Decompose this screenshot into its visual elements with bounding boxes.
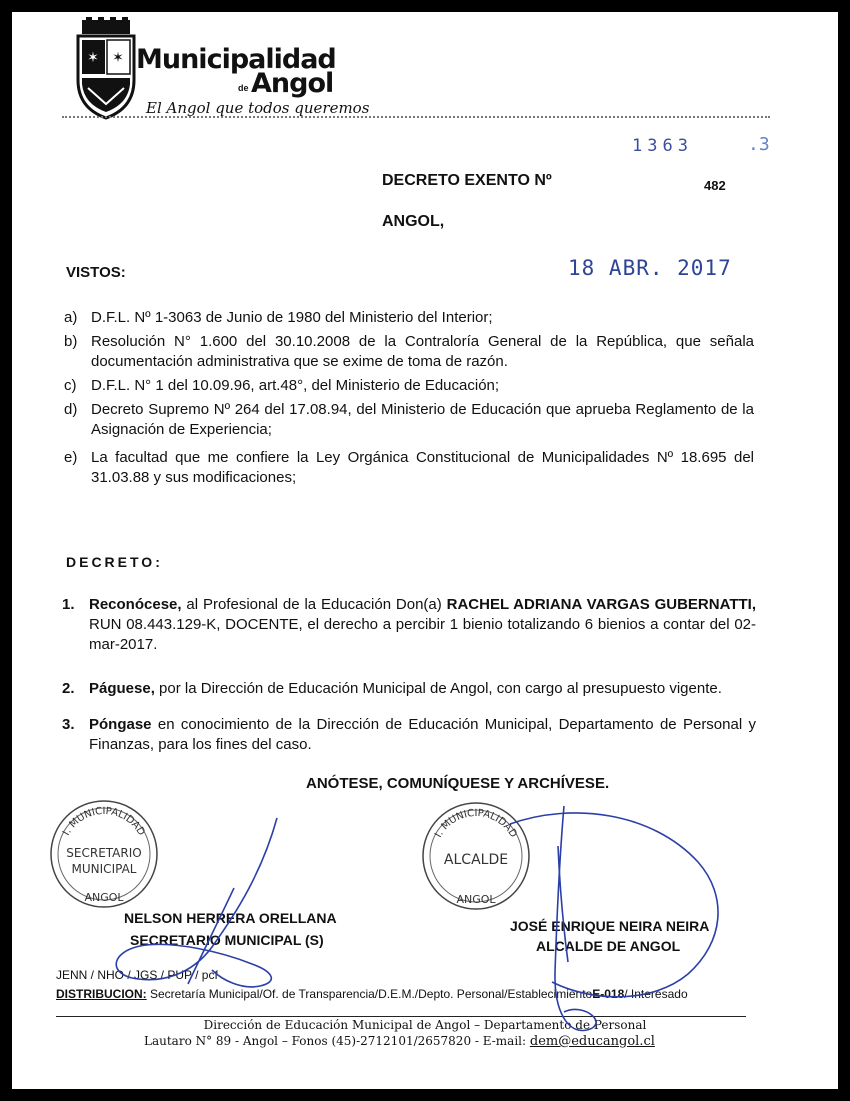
vistos-item-text: D.F.L. Nº 1-3063 de Junio de 1980 del Ministerio del Interior; bbox=[91, 309, 493, 326]
seal-line1: ALCALDE bbox=[443, 852, 509, 868]
vistos-item-letter: b) bbox=[64, 333, 78, 350]
mayor-signature-loop bbox=[510, 813, 718, 997]
distribution-label: DISTRIBUCION: bbox=[56, 987, 147, 1001]
article-body: en conocimiento de la Dirección de Educación Municipal, Departamento de Personal y Finanzas, para los fines del caso. bbox=[89, 716, 756, 753]
decree-title: DECRETO EXENTO Nº bbox=[382, 172, 552, 189]
decree-city: ANGOL, bbox=[382, 213, 445, 230]
article-lead: Reconócese, bbox=[89, 596, 182, 613]
distribution-code: E-018 bbox=[592, 987, 625, 1001]
footer-rule bbox=[56, 1016, 746, 1017]
header-rule bbox=[62, 116, 770, 118]
vistos-item-text: D.F.L. N° 1 del 10.09.96, art.48°, del Ministerio de Educación; bbox=[91, 377, 500, 394]
seal-line1: SECRETARIO bbox=[66, 846, 142, 860]
registry-stamp-number: 1363 bbox=[632, 136, 693, 156]
date-stamp: 18 ABR. 2017 bbox=[568, 256, 732, 280]
mayor-name: JOSÉ ENRIQUE NEIRA NEIRA bbox=[510, 918, 710, 934]
secretary-role: SECRETARIO MUNICIPAL (S) bbox=[130, 932, 324, 948]
secretary-name: NELSON HERRERA ORELLANA bbox=[124, 910, 337, 926]
article-body-2: RUN 08.443.129-K, DOCENTE, el derecho a percibir 1 bienio totalizando 6 bienios a contar del 02-mar-2017. bbox=[89, 616, 756, 653]
seal-top-text: I. MUNICIPALIDAD bbox=[433, 807, 519, 840]
vistos-item-text: Decreto Supremo Nº 264 del 17.08.94, del Ministerio de Educación que aprueba Reglamento de la Asignación de Experiencia; bbox=[91, 401, 754, 438]
seal-bottom-text: ANGOL bbox=[84, 891, 124, 904]
footer-line2 bbox=[144, 1034, 655, 1049]
seal-top-text: I. MUNICIPALIDAD bbox=[61, 805, 147, 838]
vistos-item-letter: a) bbox=[64, 309, 78, 326]
vistos-heading: VISTOS: bbox=[66, 264, 126, 281]
document-page bbox=[12, 12, 838, 1089]
article-number: 1. bbox=[62, 596, 75, 613]
article-body: al Profesional de la Educación Don(a) bbox=[181, 596, 447, 613]
article-lead: Póngase bbox=[89, 716, 152, 733]
article-text bbox=[89, 679, 756, 699]
vistos-item-letter: d) bbox=[64, 401, 78, 418]
vistos-item-text: La facultad que me confiere la Ley Orgánica Constitucional de Municipalidades Nº 18.695 del 31.03.88 y sus modificaciones; bbox=[91, 449, 754, 486]
article-text bbox=[89, 595, 756, 655]
mayor-seal bbox=[420, 800, 532, 912]
vistos-item-letter: c) bbox=[64, 377, 77, 394]
article-text bbox=[89, 715, 756, 755]
decree-number: 482 bbox=[704, 178, 726, 193]
distribution-text: Secretaría Municipal/Of. de Transparencia/D.E.M./Depto. Personal/Establecimiento bbox=[146, 987, 593, 1001]
distribution-tail: / Interesado bbox=[624, 987, 688, 1001]
brand-title: Municipalidad bbox=[136, 44, 336, 75]
mayor-role: ALCALDE DE ANGOL bbox=[536, 938, 681, 954]
seal-line2: MUNICIPAL bbox=[71, 862, 137, 876]
decreto-heading: DECRETO: bbox=[66, 554, 163, 570]
municipal-crest-logo bbox=[72, 16, 140, 122]
article-body: por la Dirección de Educación Municipal de Angol, con cargo al presupuesto vigente. bbox=[154, 680, 722, 697]
brand-city: Angol bbox=[251, 68, 334, 99]
brand-slogan: El Angol que todos queremos bbox=[146, 99, 370, 117]
seal-bottom-text: ANGOL bbox=[456, 893, 496, 906]
vistos-item-text: Resolución N° 1.600 del 30.10.2008 de la Contraloría General de la República, que señala documentación administrativa que se exime de toma de razón. bbox=[91, 333, 754, 370]
beneficiary-name: RACHEL ADRIANA VARGAS GUBERNATTI, bbox=[446, 596, 756, 613]
article-number: 2. bbox=[62, 680, 75, 697]
distribution-line bbox=[56, 987, 688, 1001]
article-lead: Páguese, bbox=[89, 680, 155, 697]
brand-de: de bbox=[238, 83, 249, 93]
registry-stamp-mark: .3 bbox=[748, 134, 770, 155]
footer-line1: Dirección de Educación Municipal de Angol – Departamento de Personal bbox=[203, 1018, 647, 1032]
footer-contact: Lautaro N° 89 - Angol – Fonos (45)-2712101/2657820 - E-mail: bbox=[144, 1034, 530, 1048]
initials-line: JENN / NHO / JGS / PUP / pcf bbox=[56, 968, 218, 982]
secretary-seal bbox=[48, 798, 160, 910]
footer-email-link[interactable]: dem@educangol.cl bbox=[529, 1034, 655, 1049]
article-number: 3. bbox=[62, 716, 75, 733]
svg-text:✶: ✶ bbox=[87, 50, 99, 66]
svg-text:✶: ✶ bbox=[112, 50, 124, 66]
closing-formula: ANÓTESE, COMUNÍQUESE Y ARCHÍVESE. bbox=[306, 775, 610, 792]
vistos-item-letter: e) bbox=[64, 449, 78, 466]
